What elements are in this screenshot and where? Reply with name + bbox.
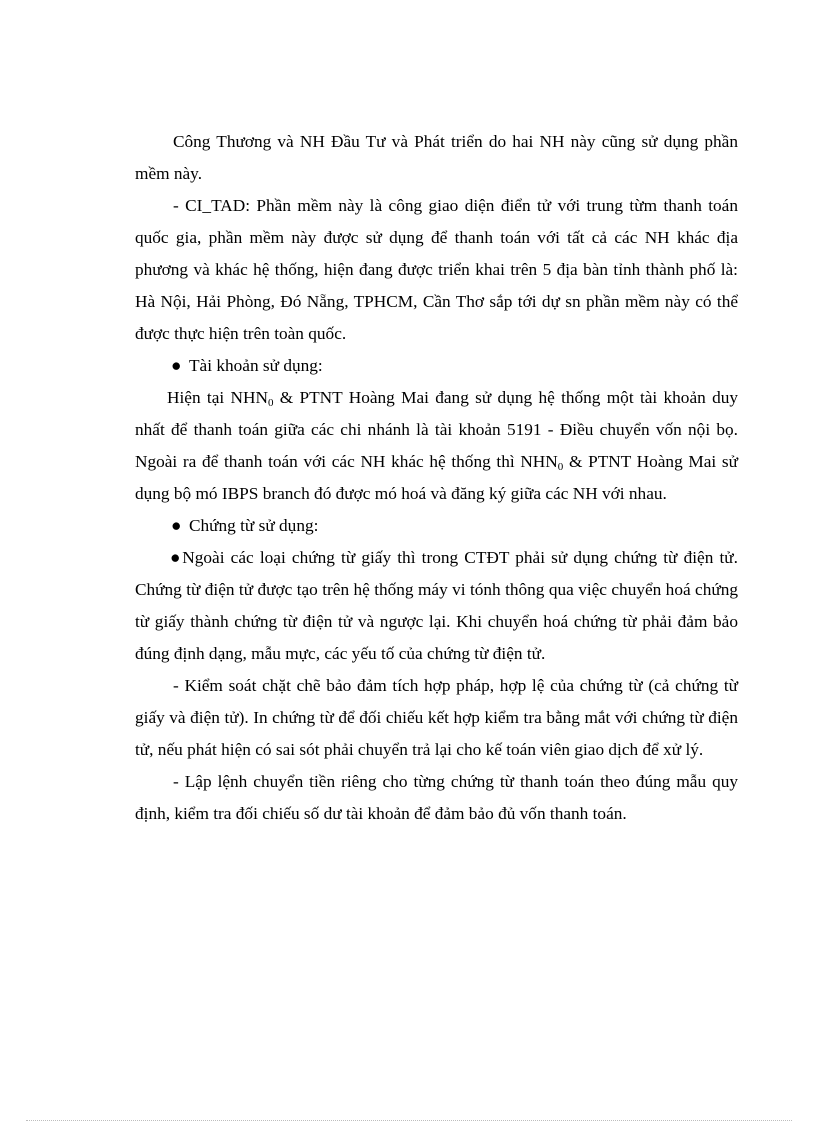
subscript: 0 — [557, 461, 564, 473]
paragraph-text: Công Thương và NH Đầu Tư và Phát triển do hai NH này cũng sử dụng phần mềm này. — [135, 132, 738, 183]
paragraph-accounts — [135, 382, 738, 510]
paragraph-software-users — [135, 126, 738, 190]
paragraph-text: - CI_TAD: Phần mềm này là công giao diện điển tử với trung từm thanh toán quốc gia, phần mềm này được sử dụng để thanh toán với tất cả các NH khác địa phương và khác hệ thống, hiện đang được triển khai trên 5 địa bàn tỉnh thành phố là: Hà Nội, Hải Phòng, Đó Nẵng, TPHCM, Cần Thơ sắp tới dự sn phần mềm này có thể được thực hiện trên toàn quốc. — [135, 196, 738, 343]
paragraph-electronic-documents — [135, 542, 738, 670]
paragraph-transfer-order — [135, 766, 738, 830]
text-segment: Hiện tại NHN — [167, 388, 268, 407]
bullet-icon: ● — [171, 516, 182, 535]
subscript: 0 — [267, 397, 274, 409]
paragraph-text: - Lập lệnh chuyển tiền riêng cho từng chứng từ thanh toán theo đúng mẫu quy định, kiểm tra đối chiếu số dư tài khoản để đảm bảo đủ vốn thanh toán. — [135, 772, 738, 823]
document-page — [135, 126, 738, 830]
bullet-heading-documents — [135, 510, 738, 542]
bullet-heading-accounts — [135, 350, 738, 382]
page-bottom-divider — [26, 1120, 792, 1121]
bullet-heading-text: Chứng từ sử dụng: — [189, 516, 319, 535]
text-segment: & PTNT Hoàng Mai đang sử dụng hệ thống một tài khoản duy nhất để thanh toán giữa các chi nhánh là tài khoản 5191 - Điều chuyển vốn nội bọ. Ngoài ra để thanh toán với các NH khác hệ thống thì NHN — [135, 388, 738, 471]
paragraph-text: - Kiểm soát chặt chẽ bảo đảm tích hợp pháp, hợp lệ của chứng từ (cả chứng từ giấy và điện tử). In chứng từ để đối chiếu kết hợp kiểm tra bằng mắt với chứng từ điện tử, nếu phát hiện có sai sót phải chuyển trả lại cho kế toán viên giao dịch để xử lý. — [135, 676, 738, 759]
paragraph-text: Ngoài các loại chứng từ giấy thì trong CTĐT phải sử dụng chứng từ điện tử. Chứng từ điện tử được tạo trên hệ thống máy vi tónh thông qua việc chuyển hoá chứng từ giấy thành chứng từ điện tử và ngược lại. Khi chuyển hoá chứng từ phải đảm bảo đúng định dạng, mẫu mực, các yếu tố của chứng từ điện tử. — [135, 548, 738, 663]
text-segment: & PTNT Hoàng Mai sử dụng bộ mó IBPS branch đó được mó hoá và đăng ký giữa các NH với nhau. — [135, 452, 738, 503]
bullet-heading-text: Tài khoản sử dụng: — [189, 356, 323, 375]
paragraph-control — [135, 670, 738, 766]
bullet-icon: ● — [171, 356, 182, 375]
bullet-icon: ● — [170, 548, 183, 567]
paragraph-ci-tad — [135, 190, 738, 350]
